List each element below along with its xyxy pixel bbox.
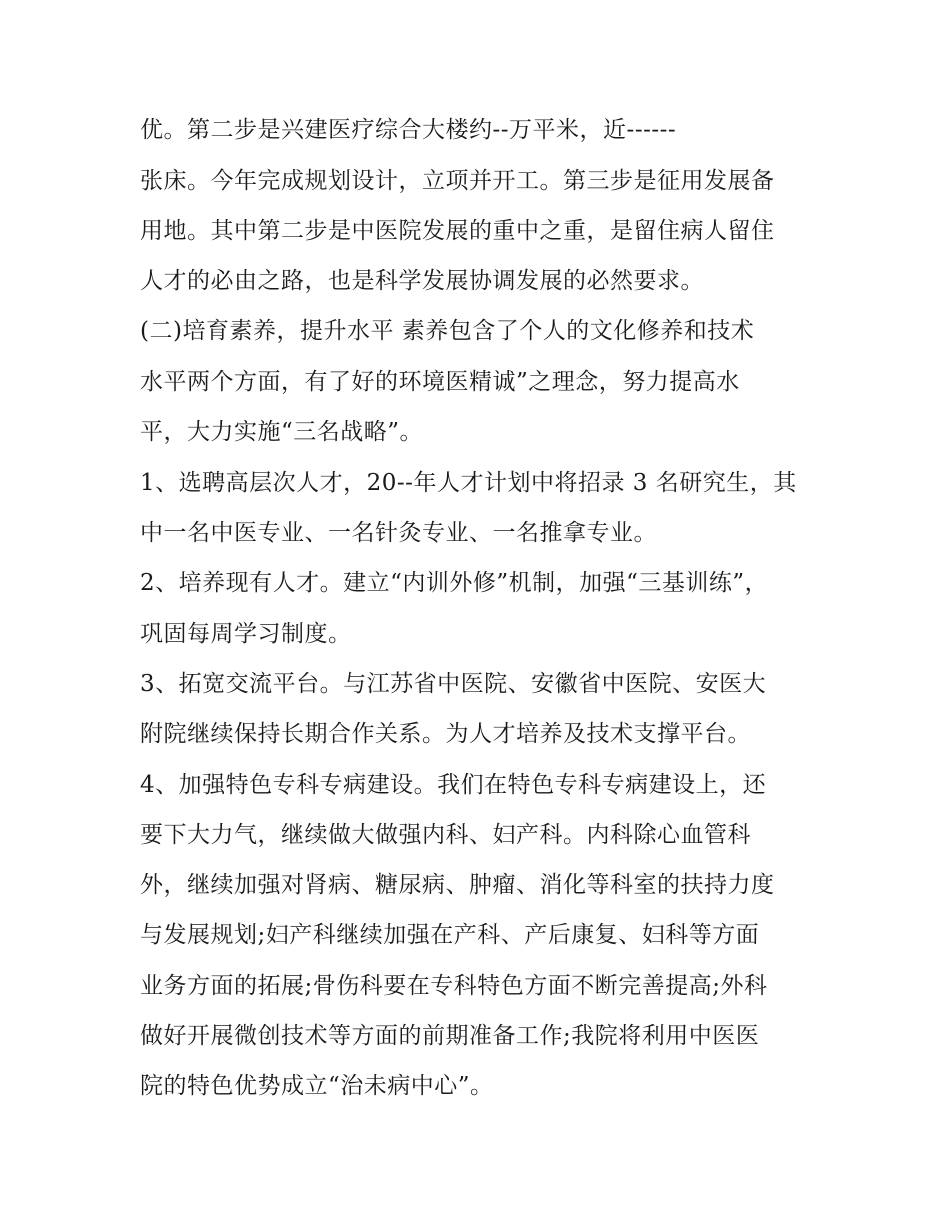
text-line: 中一名中医专业、一名针灸专业、一名推拿专业。 [140, 520, 657, 546]
text-line: 要下大力气，继续做大做强内科、妇产科。内科除心血管科 [140, 822, 751, 848]
list-item-4: 4、加强特色专科专病建设。我们在特色专科专病建设上，还 [140, 772, 767, 798]
text-line: 与发展规划;妇产科继续加强在产科、产后康复、妇科等方面 [140, 922, 760, 948]
text-line: 人才的必由之路，也是科学发展协调发展的必然要求。 [140, 268, 704, 294]
text-line: 外，继续加强对肾病、糖尿病、肿瘤、消化等科室的扶持力度 [140, 872, 775, 898]
text-line: 业务方面的拓展;骨伤科要在专科特色方面不断完善提高;外科 [140, 973, 768, 999]
text-line: 巩固每周学习制度。 [140, 621, 352, 647]
paragraph-heading: (二)培育素养，提升水平 素养包含了个人的文化修养和技术 [140, 318, 755, 344]
list-item-1: 1、选聘高层次人才，20--年人才计划中将招录 3 名研究生，其 [140, 470, 797, 496]
text-line: 水平两个方面，有了好的环境医精诚”之理念，努力提高水 [140, 369, 740, 395]
text-line: 附院继续保持长期合作关系。为人才培养及技术支撑平台。 [140, 721, 751, 747]
text-line: 用地。其中第二步是中医院发展的重中之重，是留住病人留住 [140, 218, 775, 244]
list-item-3: 3、拓宽交流平台。与江苏省中医院、安徽省中医院、安医大 [140, 671, 767, 697]
text-line: 优。第二步是兴建医疗综合大楼约--万平米，近------ [140, 117, 677, 143]
text-line: 张床。今年完成规划设计，立项并开工。第三步是征用发展备 [140, 168, 775, 194]
text-line: 平，大力实施“三名战略”。 [140, 419, 424, 445]
text-line: 院的特色优势成立“治未病中心”。 [140, 1073, 494, 1099]
text-line: 做好开展微创技术等方面的前期准备工作;我院将利用中医医 [140, 1023, 760, 1049]
list-item-2: 2、培养现有人才。建立“内训外修”机制，加强“三基训练”， [140, 570, 769, 596]
